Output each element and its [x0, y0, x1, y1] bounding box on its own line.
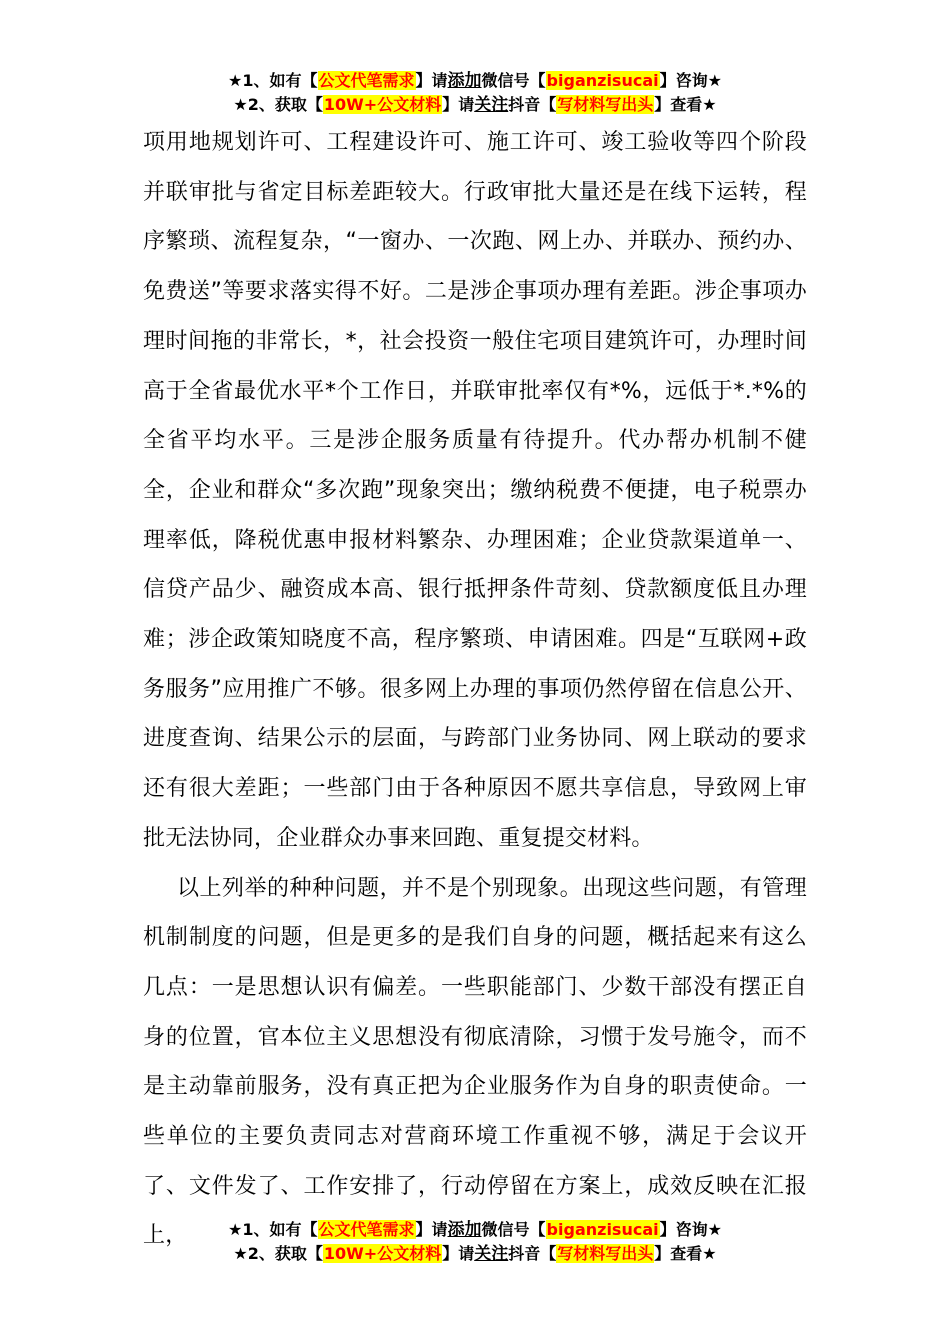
header-line-2 — [0, 93, 950, 117]
footer-line-1-highlight-service: 公文代笔需求 — [318, 1220, 415, 1239]
header-line-1-highlight-wechat: biganzisucai — [546, 71, 659, 90]
footer-line-1-emphasis: 添加 — [447, 1220, 482, 1240]
document-body — [143, 118, 807, 1261]
footer-line-2 — [0, 1242, 950, 1266]
header-line-2-emphasis: 关注 — [474, 95, 509, 115]
footer-line-2-mid-2: 抖音【 — [508, 1244, 557, 1263]
footer-banner — [0, 1218, 950, 1266]
footer-line-1-mid: 】请 — [415, 1220, 448, 1239]
header-line-1-highlight-service: 公文代笔需求 — [318, 71, 415, 90]
header-line-2-suffix: 】查看★ — [654, 95, 717, 114]
header-line-1-prefix: ★1、如有【 — [228, 71, 318, 90]
footer-line-1-highlight-wechat: biganzisucai — [546, 1220, 659, 1239]
header-line-2-mid: 】请 — [442, 95, 475, 114]
header-line-2-mid-2: 抖音【 — [508, 95, 557, 114]
header-line-2-highlight-douyin: 写材料写出头 — [557, 95, 654, 114]
footer-line-2-prefix: ★2、获取【 — [233, 1244, 323, 1263]
header-line-2-highlight-materials: 10W+公文材料 — [323, 95, 442, 114]
footer-line-2-mid: 】请 — [442, 1244, 475, 1263]
header-line-1-emphasis: 添加 — [447, 71, 482, 91]
footer-line-2-emphasis: 关注 — [474, 1244, 509, 1264]
header-line-1-suffix: 】咨询★ — [659, 71, 722, 90]
footer-line-1-mid-2: 微信号【 — [481, 1220, 546, 1239]
header-line-1 — [0, 69, 950, 93]
body-paragraph-2: 以上列举的种种问题，并不是个别现象。出现这些问题，有管理机制制度的问题，但是更多的是我们自身的问题，概括起来有这么几点：一是思想认识有偏差。一些职能部门、少数干部没有摆正自身的位置，官本位主义思想没有彻底清除，习惯于发号施令，而不是主动靠前服务，没有真正把为企业服务作为自身的职责使命。一些单位的主要负责同志对营商环境工作重视不够，满足于会议开了、文件发了、工作安排了，行动停留在方案上，成效反映在汇报上， — [143, 875, 807, 1249]
header-line-1-mid-2: 微信号【 — [481, 71, 546, 90]
footer-line-1-suffix: 】咨询★ — [659, 1220, 722, 1239]
header-banner — [0, 69, 950, 117]
body-paragraph-1: 项用地规划许可、工程建设许可、施工许可、竣工验收等四个阶段并联审批与省定目标差距较大。行政审批大量还是在线下运转，程序繁琐、流程复杂，“一窗办、一次跑、网上办、并联办、预约办、免费送”等要求落实得不好。二是涉企事项办理有差距。涉企事项办理时间拖的非常长，*，社会投资一般住宅项目建筑许可，办理时间高于全省最优水平*个工作日，并联审批率仅有*%，远低于*.*%的全省平均水平。三是涉企服务质量有待提升。代办帮办机制不健全，企业和群众“多次跑”现象突出；缴纳税费不便捷，电子税票办理率低，降税优惠申报材料繁杂、办理困难；企业贷款渠道单一、信贷产品少、融资成本高、银行抵押条件苛刻、贷款额度低且办理难；涉企政策知晓度不高，程序繁琐、申请困难。四是“互联网+政务服务”应用推广不够。很多网上办理的事项仍然停留在信息公开、进度查询、结果公示的层面，与跨部门业务协同、网上联动的要求还有很大差距；一些部门由于各种原因不愿共享信息，导致网上审批无法协同，企业群众办事来回跑、重复提交材料。 — [143, 130, 807, 851]
footer-line-2-highlight-materials: 10W+公文材料 — [323, 1244, 442, 1263]
footer-line-2-highlight-douyin: 写材料写出头 — [557, 1244, 654, 1263]
header-line-1-mid: 】请 — [415, 71, 448, 90]
footer-line-2-suffix: 】查看★ — [654, 1244, 717, 1263]
header-line-2-prefix: ★2、获取【 — [233, 95, 323, 114]
footer-line-1 — [0, 1218, 950, 1242]
footer-line-1-prefix: ★1、如有【 — [228, 1220, 318, 1239]
